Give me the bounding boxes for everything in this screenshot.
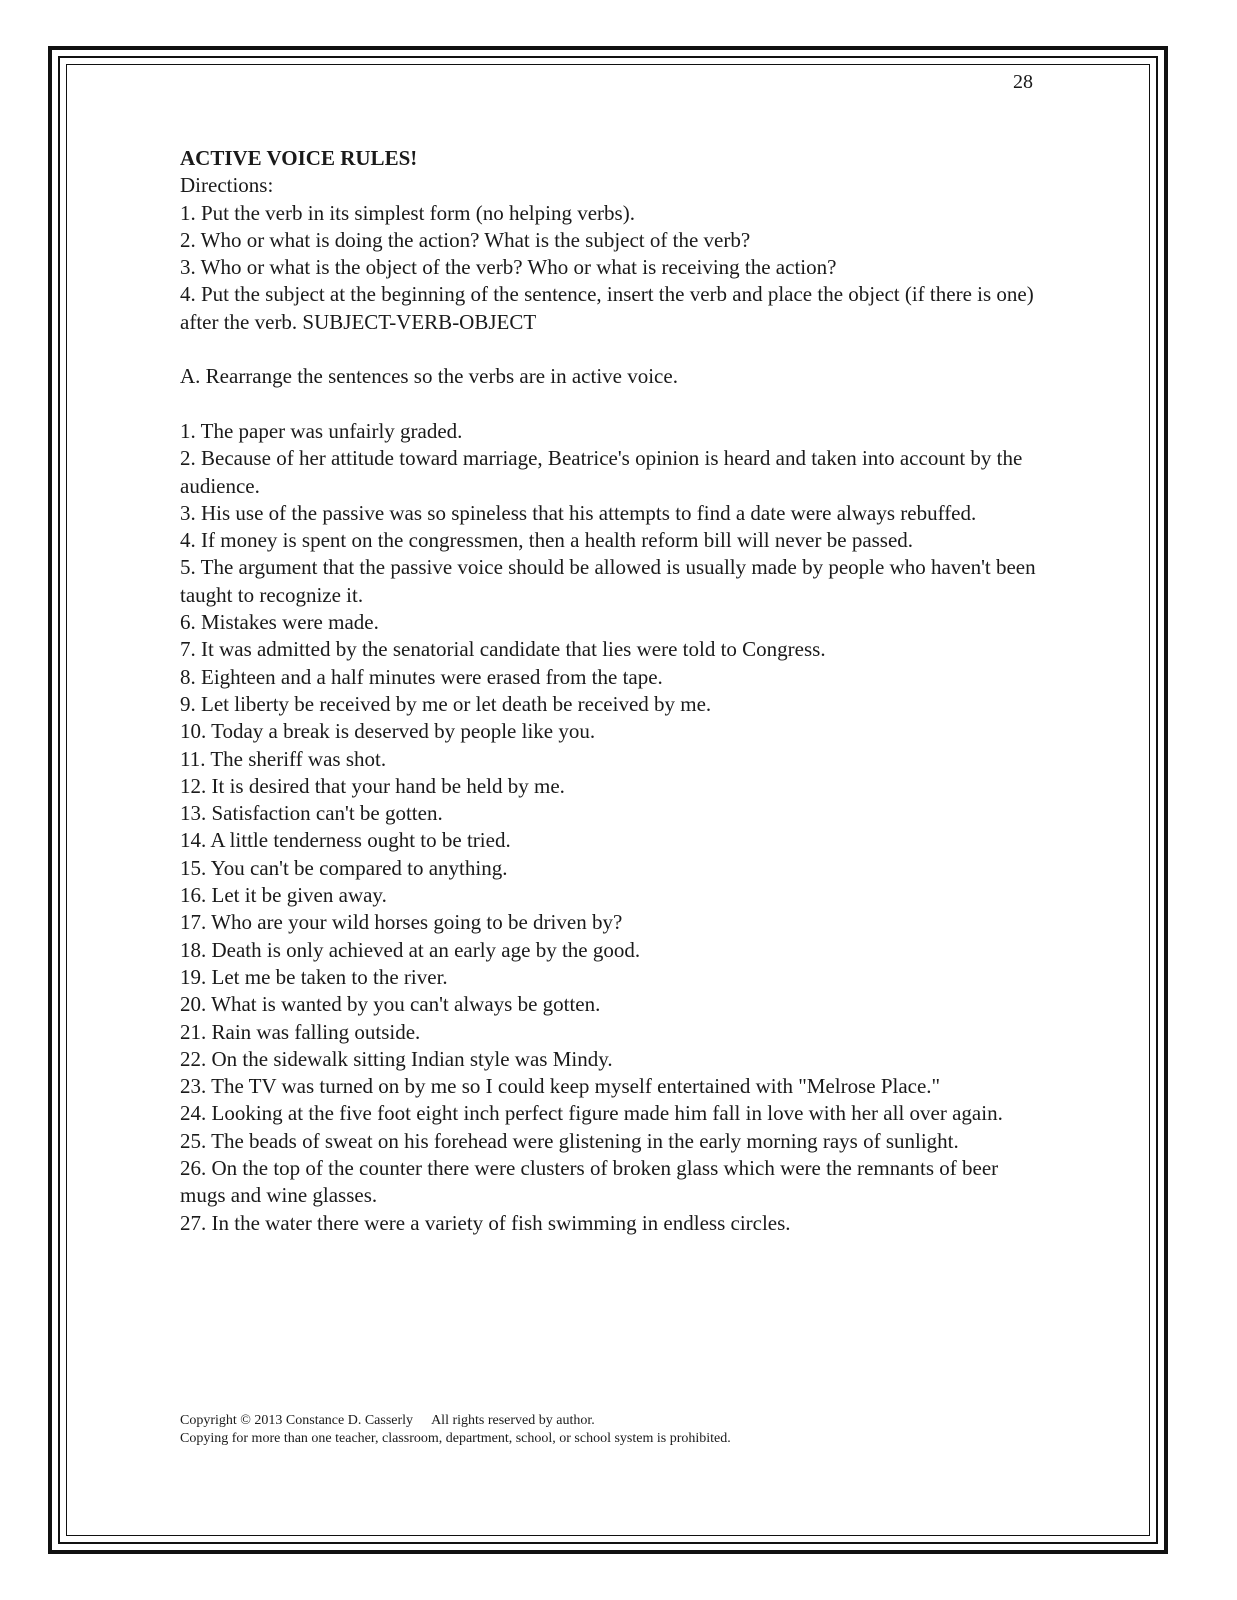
sentence-item: 11. The sheriff was shot. [180,746,387,771]
sentence-item: 22. On the sidewalk sitting Indian style was Mindy. [180,1046,613,1071]
sentence-item: 4. If money is spent on the congressmen, then a health reform bill will never be passed. [180,528,914,553]
sentence-item: 23. The TV was turned on by me so I could keep myself entertained with "Melrose Place." [180,1074,941,1099]
sentence-item: 2. Because of her attitude toward marriage, Beatrice's opinion is heard and taken into account by the audience. [180,446,1023,498]
sentence-item: 12. It is desired that your hand be held by me. [180,773,565,798]
sentence-item: 15. You can't be compared to anything. [180,855,508,880]
sentence-item: 27. In the water there were a variety of fish swimming in endless circles. [180,1210,791,1235]
directions-heading: Directions: [180,173,274,198]
sentence-item: 20. What is wanted by you can't always be gotten. [180,992,601,1017]
page-title: ACTIVE VOICE RULES! [180,146,418,170]
copyright-line [180,1412,1040,1430]
sentence-item: 18. Death is only achieved at an early age by the good. [180,937,641,962]
sentence-item: 10. Today a break is deserved by people like you. [180,719,596,744]
copy-notice: Copying for more than one teacher, classroom, department, school, or school system is prohibited. [180,1431,731,1446]
worksheet-body [180,145,1040,1237]
sentence-item: 16. Let it be given away. [180,883,387,908]
sentence-item: 25. The beads of sweat on his forehead were glistening in the early morning rays of sunlight. [180,1128,959,1153]
spacer [180,391,1040,418]
direction-item: 3. Who or what is the object of the verb? Who or what is receiving the action? [180,255,837,280]
sentence-item: 9. Let liberty be received by me or let death be received by me. [180,691,712,716]
sentence-item: 8. Eighteen and a half minutes were erased from the tape. [180,664,663,689]
direction-item: 4. Put the subject at the beginning of the sentence, insert the verb and place the object (if there is one) after the verb. SUBJECT-VERB-OBJECT [180,282,1034,334]
sentence-item: 7. It was admitted by the senatorial candidate that lies were told to Congress. [180,637,826,662]
sentence-item: 26. On the top of the counter there were clusters of broken glass which were the remnants of beer mugs and wine glasses. [180,1155,999,1208]
sentence-item: 6. Mistakes were made. [180,610,379,635]
spacer [180,336,1040,363]
sentence-item: 13. Satisfaction can't be gotten. [180,801,443,826]
sentence-item: 14. A little tenderness ought to be tried. [180,828,511,853]
directions-list [180,200,1040,336]
page-footer [180,1412,1040,1448]
sentence-item: 3. His use of the passive was so spineless that his attempts to find a date were always rebuffed. [180,500,977,525]
sentence-item: 19. Let me be taken to the river. [180,964,448,989]
section-a-instruction: A. Rearrange the sentences so the verbs are in active voice. [180,364,678,389]
rights-text: All rights reserved by author. [431,1413,595,1428]
page-number: 28 [1013,71,1033,93]
sentence-item: 1. The paper was unfairly graded. [180,418,463,443]
sentence-item: 24. Looking at the five foot eight inch perfect figure made him fall in love with her all over again. [180,1101,1003,1126]
sentence-item: 21. Rain was falling outside. [180,1019,421,1044]
sentence-item: 5. The argument that the passive voice should be allowed is usually made by people who haven't been taught to recognize it. [180,555,1036,607]
direction-item: 2. Who or what is doing the action? What is the subject of the verb? [180,227,751,252]
copyright-text: Copyright © 2013 Constance D. Casserly [180,1413,414,1428]
direction-item: 1. Put the verb in its simplest form (no helping verbs). [180,200,635,225]
sentence-item: 17. Who are your wild horses going to be driven by? [180,910,623,935]
sentence-list [180,418,1040,1237]
